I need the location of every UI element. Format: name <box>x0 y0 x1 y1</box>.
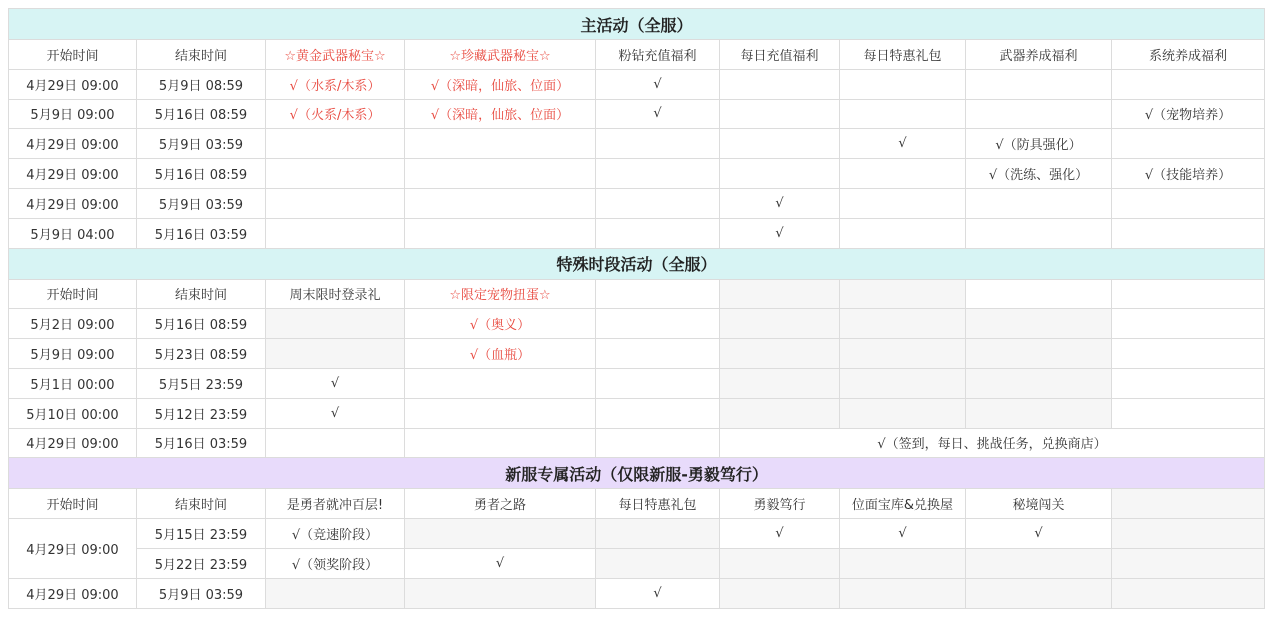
table-cell <box>720 99 840 129</box>
table-cell <box>840 218 966 248</box>
table-cell: 5月9日 09:00 <box>9 99 137 129</box>
col-header: 开始时间 <box>9 40 137 70</box>
col-header: 位面宝库&兑换屋 <box>840 489 966 519</box>
table-cell: √（火系/木系） <box>266 99 405 129</box>
table-cell <box>1112 69 1265 99</box>
table-cell <box>840 339 966 369</box>
table-cell <box>720 129 840 159</box>
table-cell: 5月12日 23:59 <box>137 398 266 428</box>
table-cell: 5月16日 08:59 <box>137 159 266 189</box>
table-cell: 5月2日 09:00 <box>9 309 137 339</box>
table-cell <box>966 578 1112 608</box>
table-cell: 5月23日 08:59 <box>137 339 266 369</box>
header-row-main <box>9 40 1265 70</box>
table-cell <box>596 519 720 549</box>
table-cell: √ <box>596 578 720 608</box>
table-cell <box>266 309 405 339</box>
section-header-main <box>9 9 1265 40</box>
col-header: 系统养成福利 <box>1112 40 1265 70</box>
col-header: 每日充值福利 <box>720 40 840 70</box>
table-cell <box>840 309 966 339</box>
table-cell <box>966 339 1112 369</box>
table-cell <box>840 69 966 99</box>
table-cell <box>405 159 596 189</box>
table-cell <box>840 159 966 189</box>
section-title-special: 特殊时段活动（全服） <box>9 248 1265 279</box>
table-cell: √（洗练、强化） <box>966 159 1112 189</box>
col-header: 结束时间 <box>137 489 266 519</box>
col-header: 每日特惠礼包 <box>596 489 720 519</box>
table-cell: 5月9日 04:00 <box>9 218 137 248</box>
table-row <box>9 309 1265 339</box>
table-cell: 5月9日 09:00 <box>9 339 137 369</box>
table-row <box>9 368 1265 398</box>
header-row-newserver <box>9 489 1265 519</box>
table-cell <box>720 159 840 189</box>
table-cell <box>720 398 840 428</box>
table-cell <box>720 578 840 608</box>
table-cell <box>596 398 720 428</box>
table-cell <box>720 339 840 369</box>
table-cell: √（奥义） <box>405 309 596 339</box>
col-header: 勇者之路 <box>405 489 596 519</box>
table-cell <box>405 188 596 218</box>
table-cell <box>596 218 720 248</box>
table-cell <box>720 69 840 99</box>
table-cell: √ <box>720 188 840 218</box>
col-header: 周末限时登录礼 <box>266 279 405 309</box>
table-row <box>9 99 1265 129</box>
table-cell <box>405 218 596 248</box>
table-cell: √ <box>720 519 840 549</box>
table-cell <box>840 548 966 578</box>
table-cell: √ <box>266 368 405 398</box>
section-header-newserver <box>9 458 1265 489</box>
table-cell: 5月16日 08:59 <box>137 99 266 129</box>
table-cell <box>840 368 966 398</box>
table-cell <box>1112 188 1265 218</box>
section-header-special <box>9 248 1265 279</box>
table-cell: √（水系/木系） <box>266 69 405 99</box>
table-cell <box>405 398 596 428</box>
table-cell <box>1112 489 1265 519</box>
table-cell <box>266 129 405 159</box>
table-cell <box>966 99 1112 129</box>
table-cell: 5月9日 08:59 <box>137 69 266 99</box>
col-header: 结束时间 <box>137 40 266 70</box>
table-cell <box>1112 279 1265 309</box>
table-row <box>9 159 1265 189</box>
table-cell <box>596 339 720 369</box>
table-row <box>9 519 1265 549</box>
section-title-main: 主活动（全服） <box>9 9 1265 40</box>
table-cell: √ <box>596 99 720 129</box>
table-row <box>9 398 1265 428</box>
table-cell: 5月16日 03:59 <box>137 428 266 458</box>
table-cell <box>405 519 596 549</box>
table-cell <box>266 159 405 189</box>
table-cell: √（宠物培养） <box>1112 99 1265 129</box>
table-cell: √（技能培养） <box>1112 159 1265 189</box>
schedule-table-wrapper <box>8 8 1265 609</box>
table-row <box>9 218 1265 248</box>
table-cell <box>1112 548 1265 578</box>
col-header: 开始时间 <box>9 489 137 519</box>
table-cell: 5月22日 23:59 <box>137 548 266 578</box>
table-cell <box>840 279 966 309</box>
table-cell <box>1112 129 1265 159</box>
table-cell <box>966 398 1112 428</box>
table-cell: 5月16日 08:59 <box>137 309 266 339</box>
table-cell: √（领奖阶段） <box>266 548 405 578</box>
table-cell <box>266 578 405 608</box>
col-header: 勇毅笃行 <box>720 489 840 519</box>
col-header: 是勇者就冲百层! <box>266 489 405 519</box>
table-cell: 5月10日 00:00 <box>9 398 137 428</box>
table-cell: 5月1日 00:00 <box>9 368 137 398</box>
table-cell <box>1112 339 1265 369</box>
table-cell: √ <box>405 548 596 578</box>
table-cell <box>966 188 1112 218</box>
section-title-newserver: 新服专属活动（仅限新服-勇毅笃行） <box>9 458 1265 489</box>
table-cell <box>405 129 596 159</box>
table-cell <box>966 309 1112 339</box>
table-cell <box>596 129 720 159</box>
table-cell <box>266 428 405 458</box>
table-cell <box>840 99 966 129</box>
table-cell <box>596 279 720 309</box>
table-cell <box>1112 519 1265 549</box>
col-header: 每日特惠礼包 <box>840 40 966 70</box>
table-row <box>9 188 1265 218</box>
col-header: 粉钻充值福利 <box>596 40 720 70</box>
table-cell <box>966 548 1112 578</box>
table-row <box>9 339 1265 369</box>
table-cell <box>1112 398 1265 428</box>
col-header: 结束时间 <box>137 279 266 309</box>
col-header: 秘境闯关 <box>966 489 1112 519</box>
table-cell <box>1112 309 1265 339</box>
table-cell <box>405 368 596 398</box>
table-cell: 5月5日 23:59 <box>137 368 266 398</box>
table-cell: 5月16日 03:59 <box>137 218 266 248</box>
table-cell: √ <box>266 398 405 428</box>
table-cell: 5月9日 03:59 <box>137 578 266 608</box>
table-cell: 4月29日 09:00 <box>9 159 137 189</box>
table-cell <box>266 188 405 218</box>
table-cell: 5月9日 03:59 <box>137 188 266 218</box>
table-cell <box>596 159 720 189</box>
table-cell: √（深暗，仙旅、位面） <box>405 99 596 129</box>
table-cell <box>966 69 1112 99</box>
table-row <box>9 129 1265 159</box>
table-cell: 4月29日 09:00 <box>9 188 137 218</box>
table-cell: 5月9日 03:59 <box>137 129 266 159</box>
table-cell <box>596 548 720 578</box>
table-cell <box>1112 368 1265 398</box>
col-header: 武器养成福利 <box>966 40 1112 70</box>
table-cell <box>596 188 720 218</box>
table-row <box>9 428 1265 458</box>
table-cell <box>720 279 840 309</box>
table-cell <box>840 398 966 428</box>
header-row-special <box>9 279 1265 309</box>
col-header: 开始时间 <box>9 279 137 309</box>
table-cell <box>720 309 840 339</box>
table-cell <box>966 368 1112 398</box>
table-cell: 5月15日 23:59 <box>137 519 266 549</box>
table-cell: √ <box>720 218 840 248</box>
table-cell <box>266 339 405 369</box>
table-cell: √ <box>966 519 1112 549</box>
table-cell <box>266 218 405 248</box>
table-cell: √（竞速阶段） <box>266 519 405 549</box>
table-cell <box>1112 578 1265 608</box>
table-cell: 4月29日 09:00 <box>9 578 137 608</box>
table-cell: 4月29日 09:00 <box>9 69 137 99</box>
table-cell <box>596 368 720 398</box>
table-cell <box>405 578 596 608</box>
table-cell <box>596 309 720 339</box>
table-cell: √ <box>840 129 966 159</box>
table-cell: 4月29日 09:00 <box>9 129 137 159</box>
col-header: ☆珍藏武器秘宝☆ <box>405 40 596 70</box>
table-cell <box>966 218 1112 248</box>
table-row <box>9 578 1265 608</box>
table-cell <box>720 368 840 398</box>
table-cell: 4月29日 09:00 <box>9 519 137 579</box>
table-row <box>9 69 1265 99</box>
table-cell: √ <box>596 69 720 99</box>
table-row <box>9 548 1265 578</box>
activity-schedule-table <box>8 8 1265 609</box>
col-header: ☆限定宠物扭蛋☆ <box>405 279 596 309</box>
table-cell <box>720 548 840 578</box>
table-cell: √（防具强化） <box>966 129 1112 159</box>
table-cell <box>966 279 1112 309</box>
table-cell <box>405 428 596 458</box>
merged-cell: √（签到，每日、挑战任务，兑换商店） <box>720 428 1265 458</box>
table-cell <box>1112 218 1265 248</box>
table-cell <box>840 188 966 218</box>
table-cell: 4月29日 09:00 <box>9 428 137 458</box>
col-header: ☆黄金武器秘宝☆ <box>266 40 405 70</box>
table-cell <box>596 428 720 458</box>
table-cell: √（血瓶） <box>405 339 596 369</box>
table-cell: √（深暗，仙旅、位面） <box>405 69 596 99</box>
table-cell <box>840 578 966 608</box>
table-cell: √ <box>840 519 966 549</box>
